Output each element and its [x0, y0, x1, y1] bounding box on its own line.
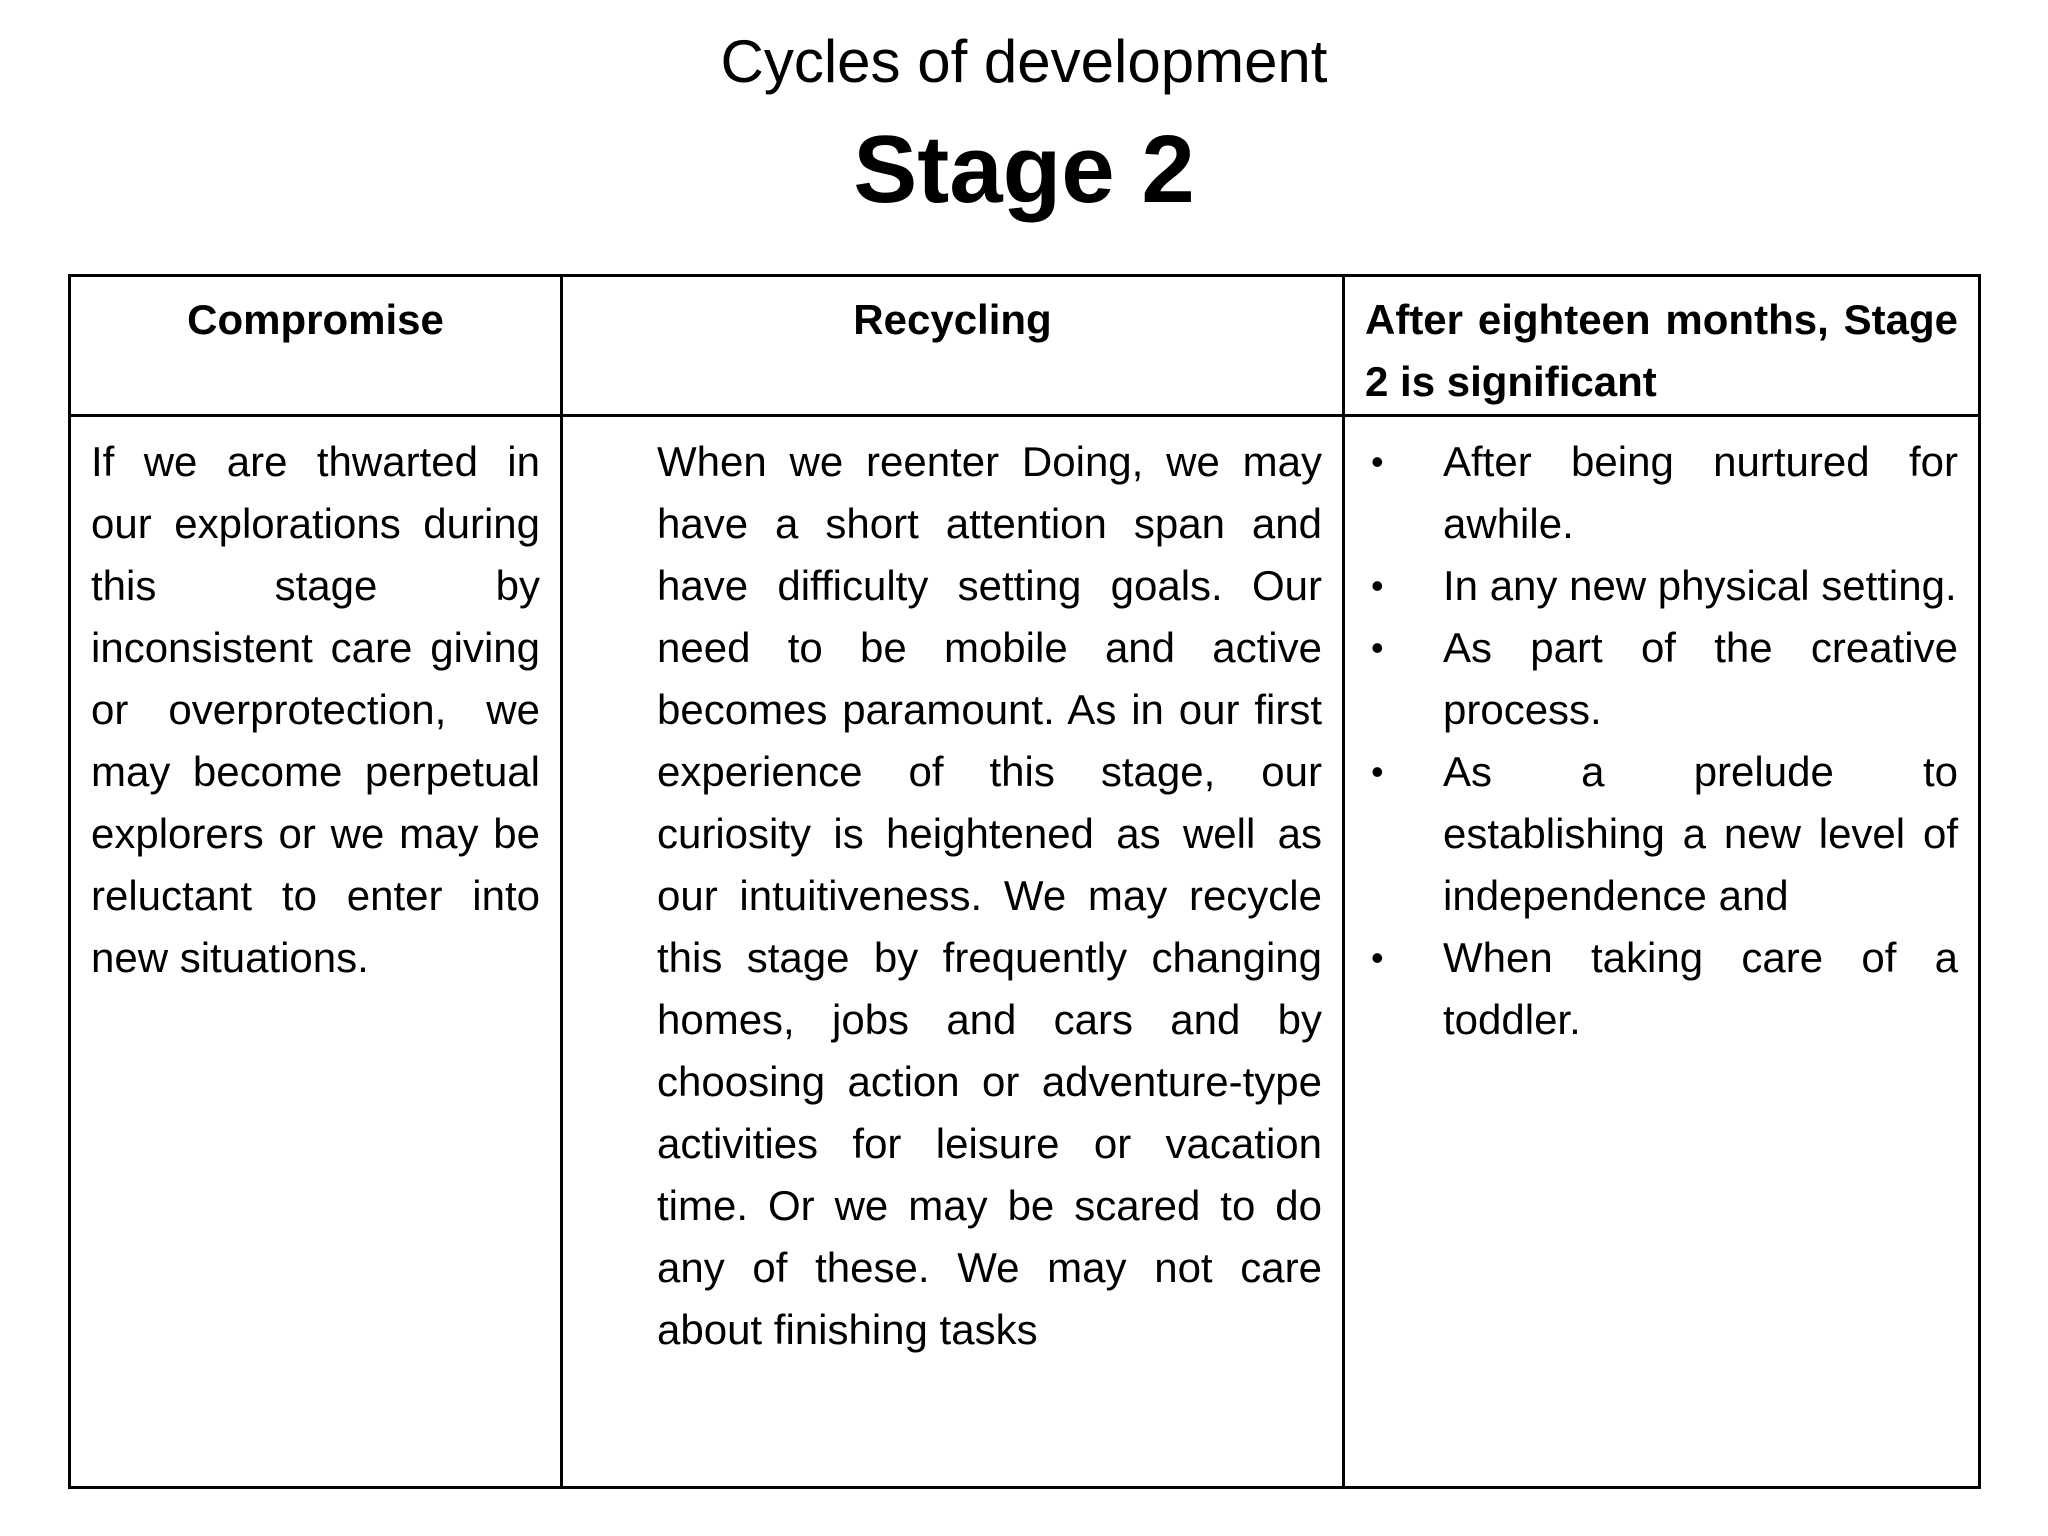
significant-cell — [1344, 416, 1980, 1488]
list-item — [1365, 431, 1958, 555]
compromise-cell — [70, 416, 562, 1488]
list-item-text: In any new physical setting. — [1443, 562, 1957, 609]
recycling-text: When we reenter Doing, we may have a short attention span and have difficulty setting goals. Our need to be mobile and active becomes paramount. As in our first experience of this stage, our curiosity is heightened as well as our intuitiveness. We may recycle this stage by frequently changing homes, jobs and cars and by choosing action or adventure-type activities for leisure or vacation time. Or we may be scared to do any of these. We may not care about finishing tasks — [657, 438, 1322, 1353]
bullet-icon: • — [1371, 627, 1384, 668]
list-item-text: As a prelude to establishing a new level of independence and — [1443, 748, 1958, 919]
header-compromise: Compromise — [70, 276, 562, 416]
table-header-row — [70, 276, 1980, 416]
list-item-text: After being nurtured for awhile. — [1443, 438, 1958, 547]
list-item — [1365, 555, 1958, 617]
header-significant: After eighteen months, Stage 2 is significant — [1344, 276, 1980, 416]
list-item — [1365, 927, 1958, 1051]
list-item — [1365, 617, 1958, 741]
compromise-text: If we are thwarted in our explorations during this stage by inconsistent care giving or overprotection, we may become perpetual explorers or we may be reluctant to enter into new situations. — [91, 438, 540, 981]
stage-table — [68, 274, 1981, 1489]
bullet-icon: • — [1371, 937, 1384, 978]
header-recycling: Recycling — [562, 276, 1344, 416]
bullet-icon: • — [1371, 565, 1384, 606]
significant-list — [1365, 431, 1958, 1051]
table-body-row — [70, 416, 1980, 1488]
recycling-cell — [562, 416, 1344, 1488]
bullet-icon: • — [1371, 441, 1384, 482]
page-supertitle: Cycles of development — [720, 28, 1328, 95]
page-title: Stage 2 — [853, 116, 1195, 223]
list-item-text: As part of the creative process. — [1443, 624, 1958, 733]
list-item-text: When taking care of a toddler. — [1443, 934, 1958, 1043]
list-item — [1365, 741, 1958, 927]
bullet-icon: • — [1371, 751, 1384, 792]
